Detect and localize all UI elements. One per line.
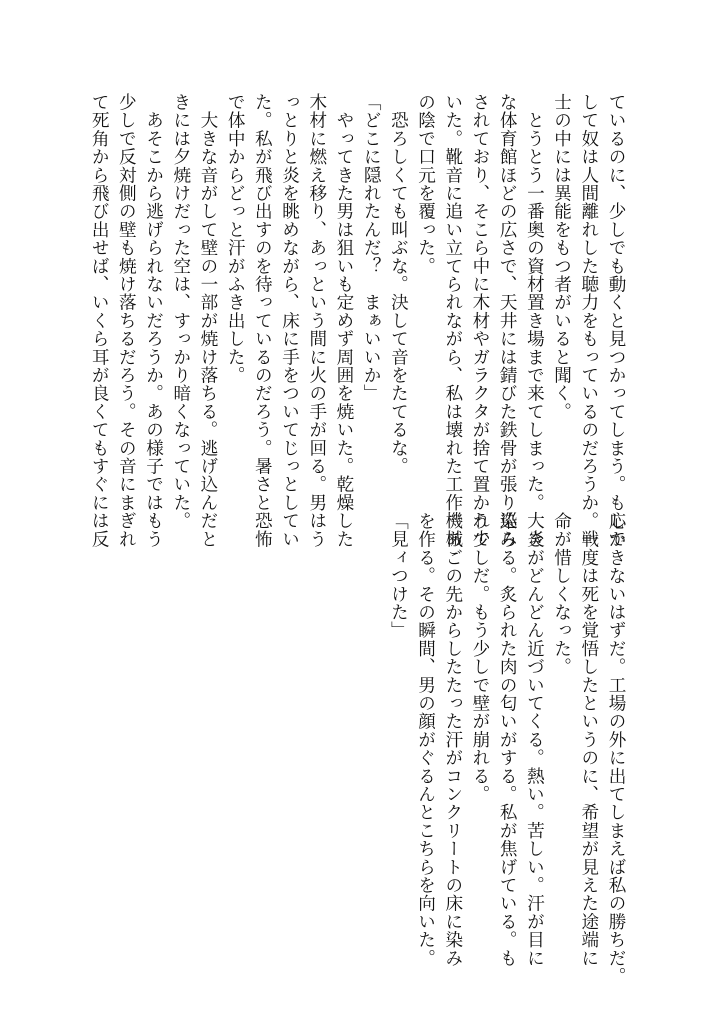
text-line: 「どこに隠れたんだ？ まぁいいか」: [361, 93, 382, 403]
text-line: 一度は死を覚悟したというのに、希望が見えた途端に: [578, 512, 599, 967]
text-line: あそこから逃げられないだろうか。あの様子ではもう: [143, 93, 164, 548]
text-line: て死角から飛び出せば、いくら耳が良くてもすぐには反: [89, 93, 110, 548]
text-line: 少しで反対側の壁も焼け落ちるだろう。その音にまぎれ: [116, 93, 137, 548]
text-line: を作る。その瞬間、男の顔がぐるんとこちらを向いた。: [415, 512, 436, 967]
text-line: とうとう一番奥の資材置き場まで来てしまった。大き: [524, 93, 545, 548]
text-line: 大きな音がして壁の一部が焼け落ちる。逃げ込んだと: [197, 93, 218, 548]
text-block-lower: [384, 512, 629, 986]
text-line: やってきた男は狙いも定めず周囲を焼いた。乾燥した: [333, 93, 354, 548]
text-line: 恐ろしくても叫ぶな。決して音をたてるな。: [388, 93, 409, 476]
text-line: 応できないはずだ。工場の外に出てしまえば私の勝ちだ。: [606, 512, 626, 986]
text-line: して奴は人間離れした聴力をもっているのだろうか。戦: [578, 93, 599, 548]
text-line: の陰で口元を覆った。: [415, 93, 436, 275]
text-line: ているのに、少しでも動くと見つかってしまう。もしか: [606, 93, 626, 548]
text-line: た。私が飛び出すのを待っているのだろう。暑さと恐怖: [252, 93, 273, 548]
text-line: っとりと炎を眺めながら、床に手をついてじっとしてい: [279, 93, 300, 548]
text-line: されており、そこら中に木材やガラクタが捨て置かれて: [469, 93, 490, 548]
text-line: で体中からどっと汗がふき出した。: [225, 93, 246, 385]
text-line: 士の中には異能をもつ者がいると聞く。: [551, 93, 572, 421]
text-block-upper: [85, 93, 629, 548]
text-line: 染みる。炙られた肉の匂いがする。私が焦げている。も: [497, 512, 518, 967]
text-line: きには夕焼けだった空は、すっかり暗くなっていた。: [170, 93, 191, 530]
text-line: 命が惜しくなった。: [551, 512, 572, 676]
text-line: う少しだ。もう少しで壁が崩れる。: [469, 512, 490, 804]
text-line: 「見ィつけた」: [388, 512, 409, 640]
text-line: 木材に燃え移り、あっという間に火の手が回る。男はう: [306, 93, 327, 548]
text-line: いた。靴音に追い立てられながら、私は壊れた工作機械: [442, 93, 463, 548]
text-line: あごの先からしたたった汗がコンクリートの床に染み: [442, 512, 463, 967]
text-line: 炎がどんどん近づいてくる。熱い。苦しい。汗が目に: [524, 512, 545, 967]
text-line: な体育館ほどの広さで、天井には錆びた鉄骨が張り巡ら: [497, 93, 518, 548]
